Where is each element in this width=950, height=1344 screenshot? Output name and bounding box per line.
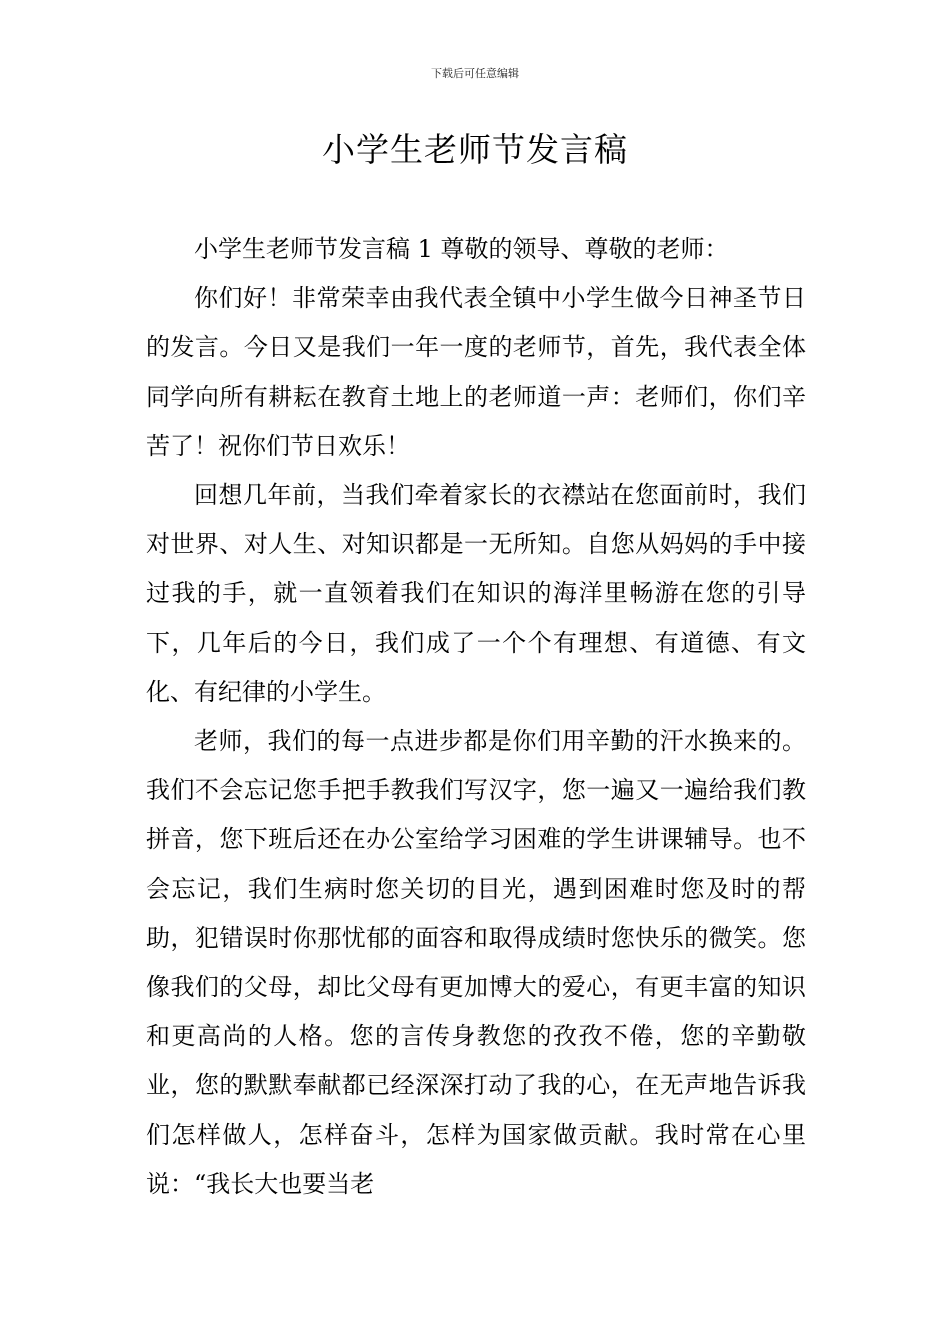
paragraph-3: 回想几年前，当我们牵着家长的衣襟站在您面前时，我们对世界、对人生、对知识都是一无所知。自您从妈妈的手中接过我的手，就一直领着我们在知识的海洋里畅游在您的引导下，几年后的今日，我们成了一个个有理想、有道德、有文化、有纪律的小学生。: [146, 481, 806, 706]
paragraph-2: 你们好！非常荣幸由我代表全镇中小学生做今日神圣节日的发言。今日又是我们一年一度的老师节，首先，我代表全体同学向所有耕耘在教育土地上的老师道一声：老师们，你们辛苦了！祝你们节日欢乐！: [146, 284, 806, 460]
paragraph-4: 老师，我们的每一点进步都是你们用辛勤的汗水换来的。我们不会忘记您手把手教我们写汉字，您一遍又一遍给我们教拼音，您下班后还在办公室给学习困难的学生讲课辅导。也不会忘记，我们生病时您关切的目光，遇到困难时您及时的帮助，犯错误时你那忧郁的面容和取得成绩时您快乐的微笑。您像我们的父母，却比父母有更加博大的爱心，有更丰富的知识和更高尚的人格。您的言传身教您的孜孜不倦，您的辛勤敬业，您的默默奉献都已经深深打动了我的心，在无声地告诉我们怎样做人，怎样奋斗，怎样为国家做贡献。我时常在心里说：“我长大也要当老: [146, 727, 806, 1198]
document-body: [146, 225, 806, 1209]
paragraph-1: 小学生老师节发言稿 1 尊敬的领导、尊敬的老师：: [194, 235, 729, 263]
page-title: 小学生老师节发言稿: [322, 130, 628, 169]
header-note: 下载后可任意编辑: [431, 67, 519, 80]
